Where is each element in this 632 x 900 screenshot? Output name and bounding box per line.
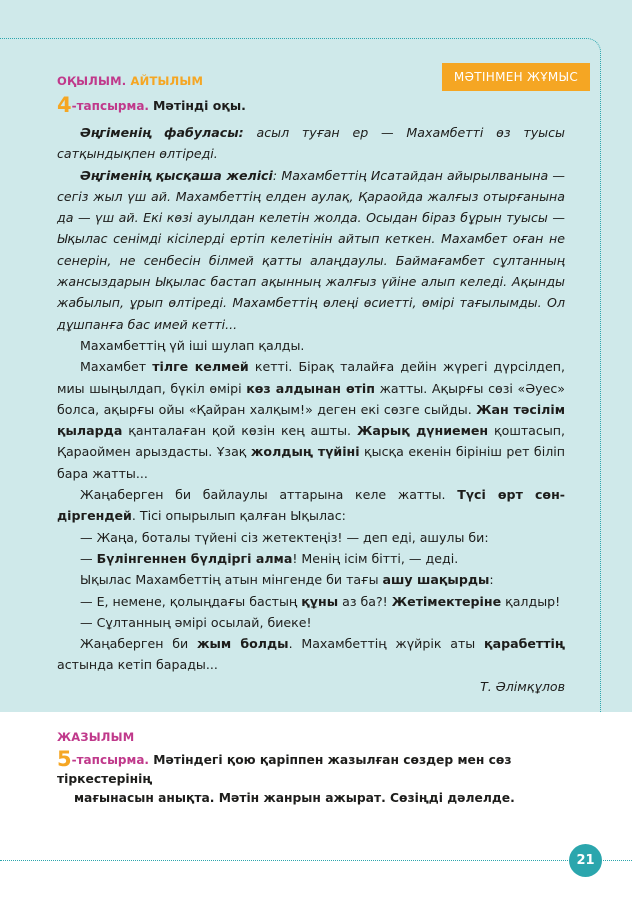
paragraph-10: — Сұлтанның әмірі осылай, биеке!	[80, 614, 312, 630]
p7-text-1: —	[80, 550, 97, 566]
p4-text-6: қысқа екенін бірініш рет біліп бара жатты...	[57, 444, 565, 481]
task-5-label: -тапсырма.	[71, 753, 149, 767]
p8-bold-1: ашу шақырды	[382, 572, 490, 588]
p8-text-1: Ықылас Махамбеттің атын мінгенде би тағы	[80, 572, 383, 588]
section-badge: МӘТІНМЕН ЖҰМЫС	[442, 63, 590, 91]
task-4	[57, 93, 246, 117]
p11-bold-1: жым болды	[196, 636, 289, 652]
p9-text-3: қалдыр!	[501, 593, 561, 609]
task-4-text: Мәтінді оқы.	[152, 98, 246, 113]
section-heading-writing	[57, 730, 134, 744]
paragraph-8	[57, 569, 565, 590]
p4-text-1: Махамбет	[80, 359, 153, 375]
task-4-number: 4	[57, 93, 72, 117]
p5-bold-1: Түсі өрт сөндіргендей	[57, 487, 565, 524]
p9-bold-2: Жетімектеріне	[391, 593, 502, 609]
summary-term: Әңгіменің қысқаша желісі	[80, 167, 273, 183]
p8-text-2: :	[489, 572, 494, 588]
paragraph-7	[57, 548, 565, 569]
summary-paragraph	[57, 165, 565, 335]
paragraph-3: Махамбеттің үй іші шулап қалды.	[80, 337, 305, 353]
section-heading-reading	[57, 74, 203, 88]
p4-text-2: кетті. Бірақ талайға дейін жүрегі дүрсілдеп, миы шыңылдап, бүкіл өмірі	[57, 359, 565, 396]
summary-text: : Махамбеттің Исатайдан айырылванына — сегіз жыл үш ай. Махамбеттің елден аулақ, Қараойда жалғыз отырғанына да — үш ай. Екі көзі ауылдан келетін жолда. Осыдан біраз бұрын туысы — Ықылас сенімді кісілерді ертіп келетінін айтып кеткен. Махамбет оған не сенерін, не сенбесін білмей қатты алаңдаулы. Баймағамбет сұлтанның жансыздарын Ықылас бастап ақынның жалғыз үйіне алып келеді. Ақынды жабылып, ұрып өлтіреді. Махамбеттің өлеңі өсиетті, өмірі тағылымды. Ол дұшпанға бас имей кетті...	[57, 167, 566, 332]
task-5-number: 5	[57, 747, 72, 771]
footer-divider	[0, 860, 632, 861]
p11-text-1: Жаңаберген би	[80, 636, 197, 652]
p4-text-4: қанталаған қой көзін кең ашты.	[122, 423, 357, 439]
p9-text-2: аз ба?!	[338, 593, 392, 609]
fabula-text: асыл туған ер — Махамбетті өз туысы сатқындықпен өлтіреді.	[57, 125, 565, 162]
p11-text-3: астында кетіп барады...	[57, 657, 218, 673]
task-5-text-line1: Мәтіндегі қою қаріппен жазылған сөздер мен сөз тіркестерінің	[57, 753, 512, 786]
paragraph-9	[57, 591, 565, 612]
p4-bold-5: жолдың түйіні	[250, 444, 360, 460]
p4-bold-2: көз алдынан өтіп	[246, 380, 375, 396]
p4-text-5: қоштасып, Қараоймен арыздасты. Ұзақ	[57, 423, 566, 460]
paragraph-4	[57, 356, 565, 484]
p11-bold-2: қарабеттің	[484, 636, 566, 652]
task-5	[57, 747, 565, 808]
fabula-term: Әңгіменің фабуласы:	[80, 125, 244, 140]
p7-text-2: ! Менің ісім бітті, — деді.	[292, 550, 459, 566]
p4-text-3: жатты. Ақырғы сөзі «Әуес» болса, ақырғы ойы «Қайран халқым!» деген екі сөзге сыйды.	[57, 380, 565, 417]
section-reading-label: ОҚЫЛЫМ.	[57, 74, 127, 88]
p9-bold-1: құны	[301, 593, 339, 609]
p4-bold-3: Жан тәсілім қыларда	[57, 401, 565, 439]
task-5-text-line2: мағынасын анықта. Мәтін жанрын ажырат. Сөзіңді дәлелде.	[74, 791, 515, 805]
paragraph-5	[57, 484, 565, 527]
p5-text-1: Жаңаберген би байлаулы аттарына келе жатты.	[80, 487, 458, 503]
p11-text-2: . Махамбеттің жүйрік аты	[288, 636, 485, 652]
p7-bold-1: Бүлінгеннен бүлдіргі алма	[96, 550, 293, 566]
story-text	[57, 122, 565, 697]
section-writing-label: ЖАЗЫЛЫМ	[57, 730, 135, 744]
author: Т. Әлімқұлов	[480, 678, 565, 694]
paragraph-6: — Жаңа, боталы түйені сіз жетектеңіз! — деп еді, ашулы би:	[80, 529, 489, 545]
p4-bold-1: тілге келмей	[152, 359, 249, 375]
page-number: 21	[569, 844, 602, 877]
task-4-label: -тапсырма.	[71, 99, 149, 113]
p5-text-2: . Тісі опырылып қалған Ықылас:	[131, 508, 346, 524]
paragraph-11	[57, 633, 565, 676]
p4-bold-4: Жарық дүниемен	[356, 423, 489, 439]
section-speaking-label: АЙТЫЛЫМ	[130, 74, 204, 88]
p9-text-1: — Е, немене, қолыңдағы бастың	[80, 593, 302, 609]
fabula-paragraph	[57, 122, 565, 165]
